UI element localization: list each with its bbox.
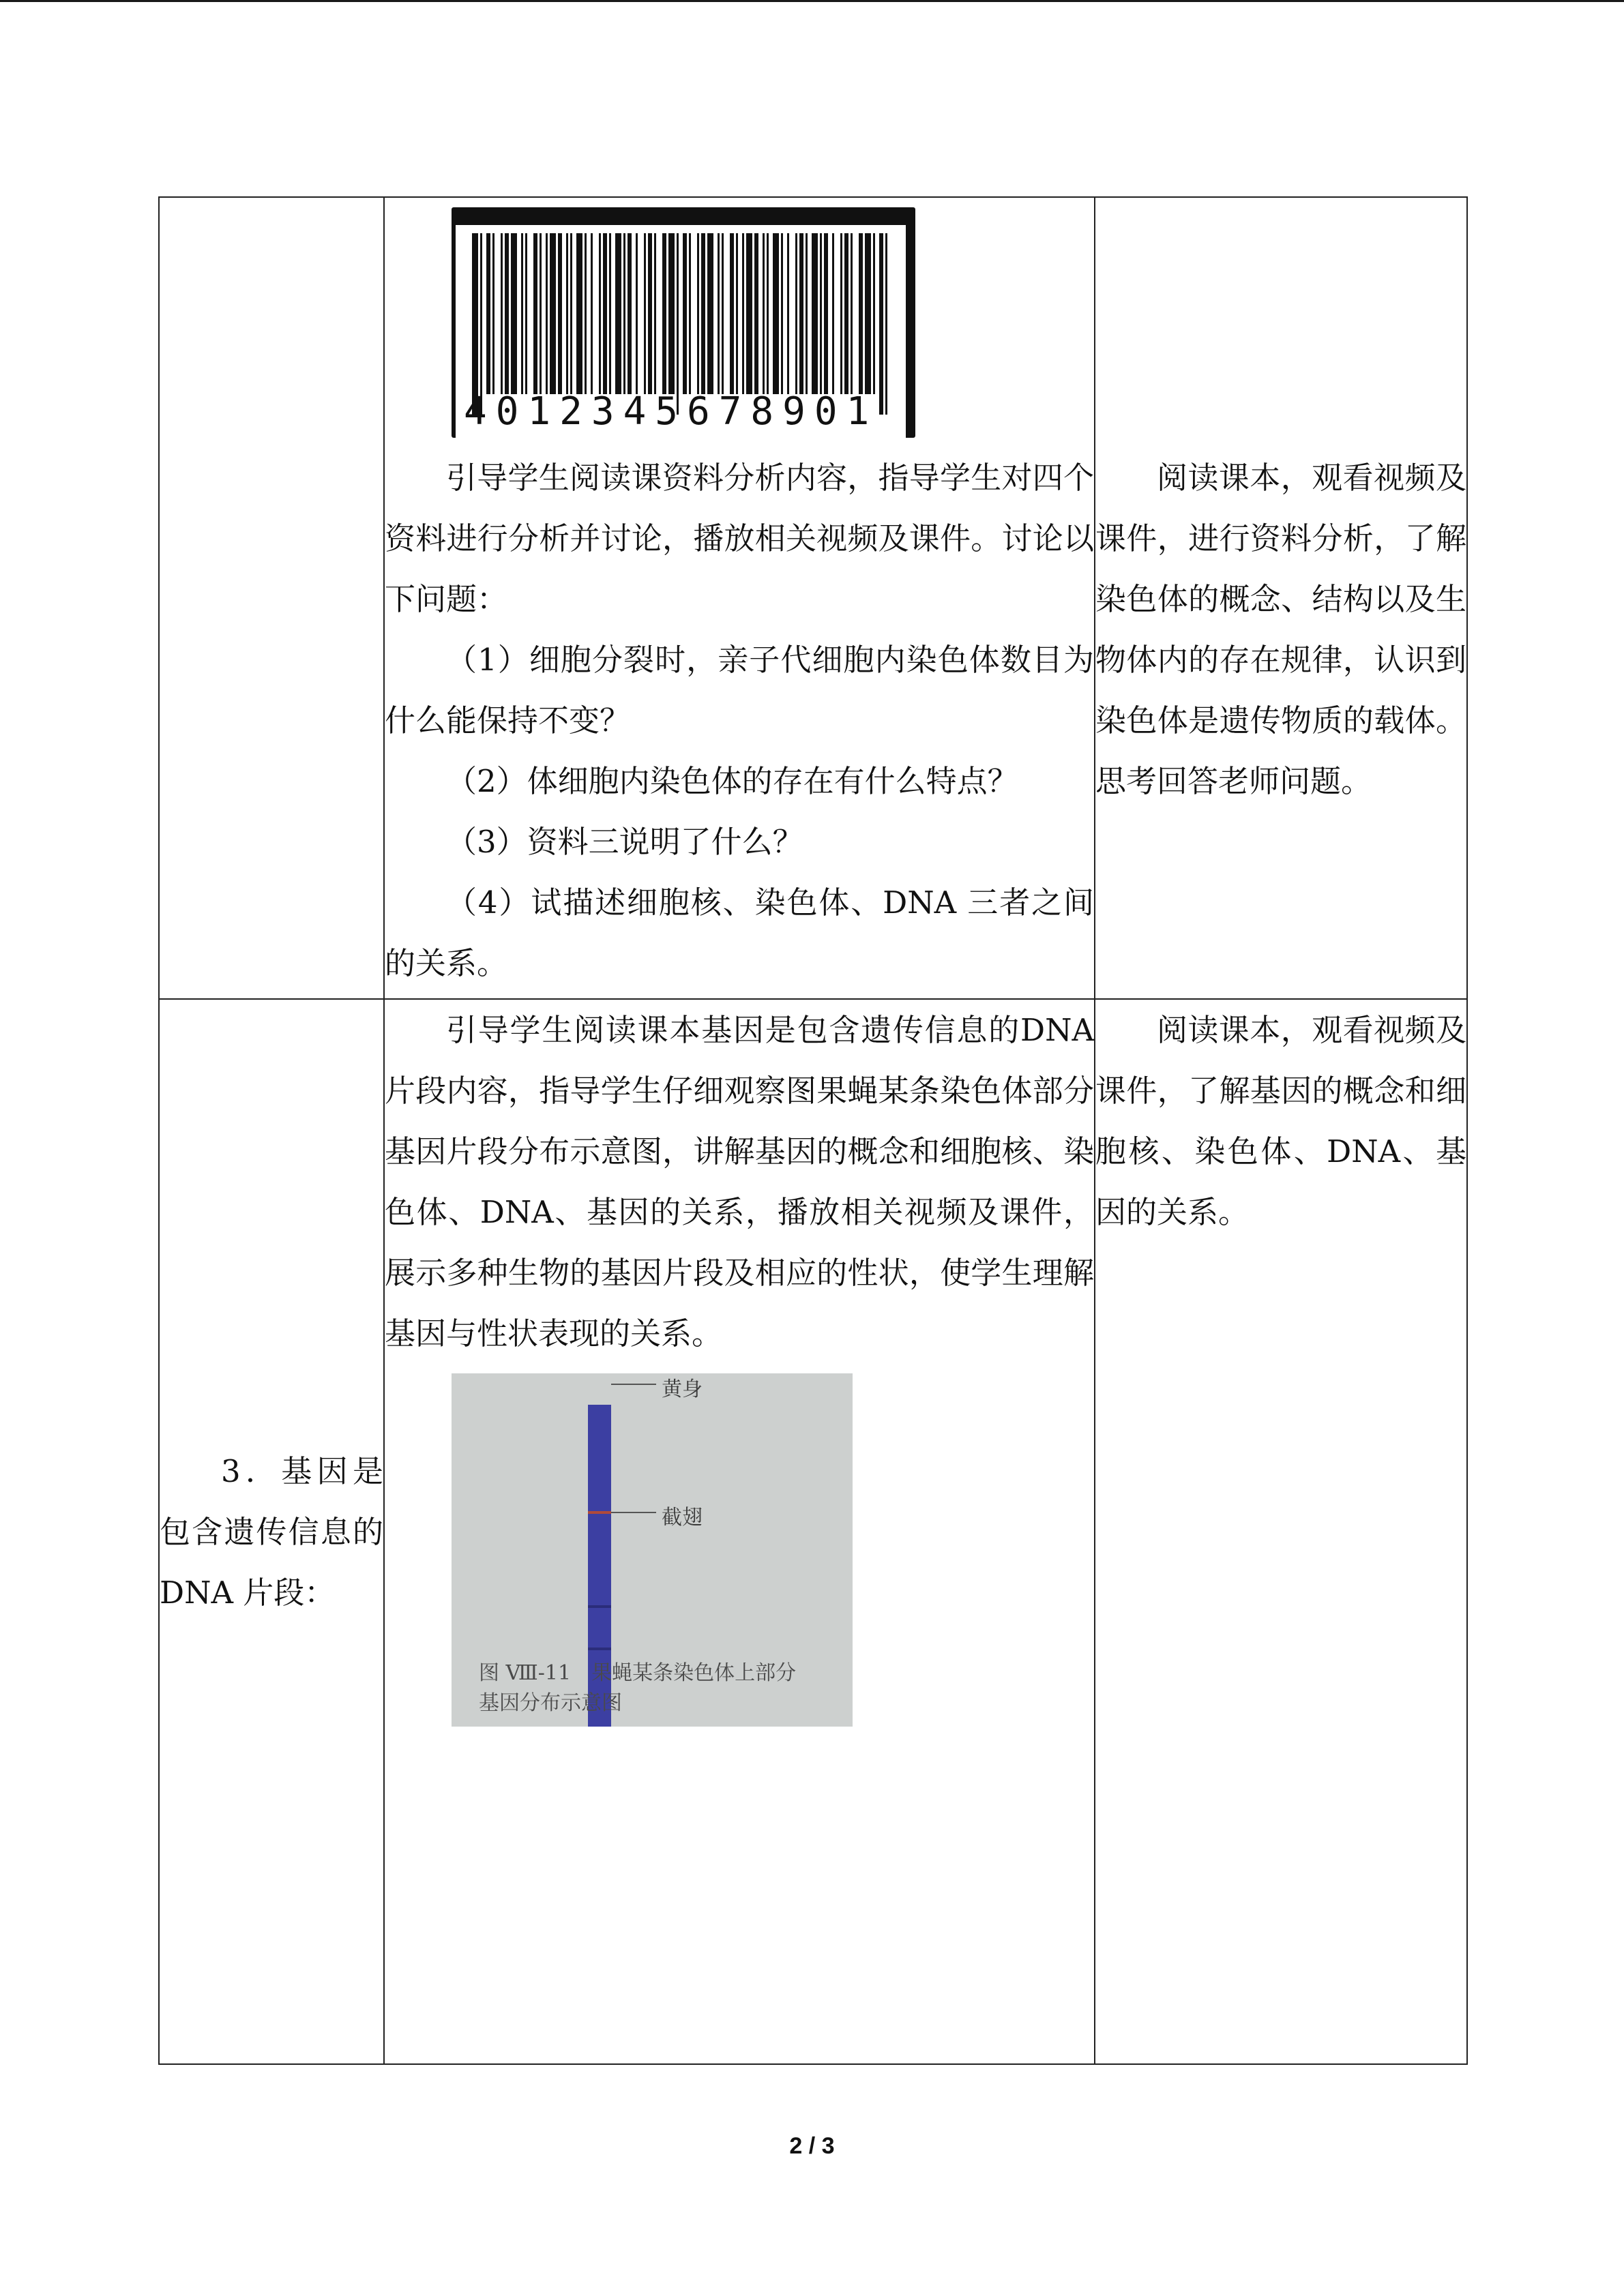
row2-teacher-activity-cell: [384, 999, 1095, 2064]
barcode-bar: [603, 233, 607, 394]
gene-label: 黄身: [662, 1377, 703, 1401]
barcode-bar: [707, 233, 713, 394]
gene-band: [588, 1511, 611, 1514]
barcode-bar: [806, 233, 808, 394]
barcode-bar: [480, 233, 482, 415]
barcode-bar: [683, 233, 687, 394]
barcode-bar: [521, 233, 523, 394]
barcode-bar: [730, 233, 734, 394]
barcode-bar: [844, 233, 848, 394]
barcode-bar: [763, 233, 765, 394]
row1-student-activity-text: 阅读课本，观看视频及课件，进行资料分析，了解染色体的概念、结构以及生物体内的存在规律，认识到染色体是遗传物质的载体。思考回答老师问题。: [1095, 460, 1466, 799]
barcode-bar: [662, 233, 666, 394]
barcode-bar: [486, 233, 490, 394]
barcode-bar: [851, 233, 853, 394]
row2-stage-cell: [159, 999, 384, 2064]
barcode-bar: [654, 233, 656, 394]
barcode-bar: [566, 233, 568, 394]
barcode-bar: [472, 233, 478, 415]
barcode-bar: [546, 233, 548, 394]
barcode-bar: [742, 233, 744, 394]
barcode-bar: [812, 233, 818, 394]
row1-stage-cell: [159, 197, 384, 999]
gene-label: 截翅: [662, 1506, 703, 1530]
barcode-bar: [636, 233, 638, 394]
chromosome-figure: [452, 1373, 853, 1727]
barcode-bar: [576, 233, 582, 394]
barcode-bar: [648, 233, 652, 394]
row1-question-2: （2）体细胞内染色体的存在有什么特点？: [446, 763, 1018, 799]
barcode-bar: [677, 233, 679, 415]
barcode-bar: [540, 233, 542, 394]
barcode-bar: [668, 233, 675, 394]
barcode-bar: [644, 233, 646, 394]
barcode-bar: [591, 233, 593, 394]
barcode-bar: [865, 233, 871, 394]
table-row: [159, 999, 1467, 2064]
barcode-bar: [609, 233, 611, 394]
barcode-bar: [505, 233, 509, 394]
row1-student-activity-cell: [1095, 197, 1467, 999]
barcode-bar: [501, 233, 503, 394]
barcode-bar: [599, 233, 601, 394]
barcode-bar: [799, 233, 803, 394]
barcode-bar: [615, 233, 621, 394]
barcode-image: [452, 207, 915, 438]
row1-question-3: （3）资料三说明了什么？: [446, 824, 803, 860]
barcode-bar: [824, 233, 828, 394]
row2-student-activity-cell: [1095, 999, 1467, 2064]
row1-paragraph-intro: 引导学生阅读课资料分析内容，指导学生对四个资料进行分析并讨论，播放相关视频及课件。讨论以下问题：: [385, 460, 1094, 617]
barcode-bar: [840, 233, 842, 394]
row2-stage-title: 3．基因是包含遗传信息的 DNA 片段：: [160, 1452, 383, 1611]
barcode-bar: [558, 233, 562, 394]
barcode-bar: [623, 233, 625, 394]
barcode-bar: [689, 233, 691, 394]
barcode-bar: [701, 233, 705, 394]
barcode-bar: [570, 233, 572, 394]
barcode-bar: [873, 233, 875, 394]
barcode-bar: [492, 233, 494, 394]
barcode-bar: [885, 233, 887, 415]
barcode-bar: [533, 233, 537, 394]
row1-question-1: （1）细胞分裂时，亲子代细胞内染色体数目为什么能保持不变？: [385, 642, 1094, 739]
page-number: 2 / 3: [789, 2133, 835, 2159]
barcode-digits: 4012345678901: [464, 389, 879, 434]
barcode-bar: [628, 233, 632, 394]
barcode-bar: [746, 233, 752, 394]
row1-question-4: （4）试描述细胞核、染色体、DNA 三者之间的关系。: [385, 884, 1094, 981]
barcode-bar: [787, 233, 789, 394]
barcode-bar: [879, 233, 883, 415]
barcode-bar: [767, 233, 769, 394]
table-row: [159, 197, 1467, 999]
barcode-bar: [736, 233, 738, 394]
lesson-plan-table: [158, 196, 1468, 2065]
figure-caption: 图 Ⅷ-11 果蝇某条染色体上部分 基因分布示意图: [479, 1661, 797, 1715]
barcode-bar: [550, 233, 556, 394]
row2-teacher-activity-text: 引导学生阅读课本基因是包含遗传信息的DNA 片段内容，指导学生仔细观察图果蝇某条染色体部分基因片段分布示意图，讲解基因的概念和细胞核、染色体、DNA、基因的关系，播放相关视频及课件，展示多种生物的基因片段及相应的性状，使学生理解基因与性状表现的关系。: [385, 1012, 1094, 1352]
barcode-bar: [781, 233, 783, 394]
barcode-bar: [718, 233, 720, 394]
barcode-bar: [722, 233, 724, 394]
barcode-bar: [511, 233, 517, 394]
barcode-bar: [820, 233, 822, 394]
barcode-bar: [859, 233, 863, 394]
barcode-bar: [525, 233, 527, 394]
barcode-bar: [697, 233, 699, 394]
barcode-bar: [795, 233, 797, 394]
barcode-bar: [754, 233, 758, 394]
barcode-bar: [832, 233, 834, 394]
row1-teacher-activity-cell: [384, 197, 1095, 999]
row2-student-activity-text: 阅读课本，观看视频及课件，了解基因的概念和细胞核、染色体、DNA、基因的关系。: [1095, 1012, 1466, 1230]
page-top-rule: [0, 0, 1624, 2]
barcode-bar: [585, 233, 587, 394]
barcode-bar: [773, 233, 779, 394]
